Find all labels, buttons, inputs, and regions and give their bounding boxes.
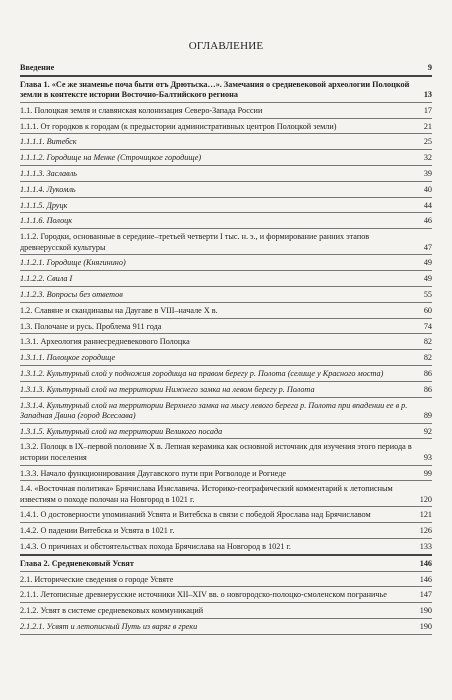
toc-entry-page: 49 xyxy=(423,274,432,284)
toc-entry-title: 1.1.1.4. Лукомль xyxy=(20,184,76,194)
toc-entry[interactable] xyxy=(20,523,432,539)
toc-entry[interactable] xyxy=(20,424,432,440)
toc-entry-title: Глава 2. Средневековый Усвят xyxy=(20,558,134,568)
toc-entry-page: 190 xyxy=(419,621,432,631)
toc-entry-page: 190 xyxy=(419,606,432,616)
toc-entry[interactable] xyxy=(20,481,432,507)
toc-entry[interactable] xyxy=(20,103,432,119)
toc-entry-page: 86 xyxy=(423,384,432,394)
toc-entry-page: 89 xyxy=(423,410,432,420)
toc-entry[interactable] xyxy=(20,166,432,182)
toc-entry-page: 146 xyxy=(419,574,432,584)
toc-entry-page: 13 xyxy=(423,90,432,100)
toc-entry-page: 39 xyxy=(423,169,432,179)
toc-entry[interactable] xyxy=(20,271,432,287)
toc-entry-title: 1.1.2. Городки, основанные в середине–третьей четверти I тыс. н. э., и формирование ранних этапов древнерусской культуры xyxy=(20,232,370,252)
toc-entry-title: 1.3.3. Начало функционирования Даугавского пути при Рогволоде и Рогнеде xyxy=(20,468,287,478)
toc-entry-page: 92 xyxy=(423,426,432,436)
toc-entry-page: 99 xyxy=(423,468,432,478)
toc-entry[interactable] xyxy=(20,319,432,335)
toc-entry[interactable] xyxy=(20,229,432,255)
toc-entry-page: 40 xyxy=(423,184,432,194)
toc-entry[interactable] xyxy=(20,619,432,635)
toc-entry-page: 44 xyxy=(423,200,432,210)
toc-entry-title: 2.1. Исторические сведения о городе Усвяте xyxy=(20,574,174,584)
toc-entry[interactable] xyxy=(20,134,432,150)
toc-entry-title: 1.3.1. Археология раннесредневекового Полоцка xyxy=(20,337,190,347)
toc-entry-title: Глава 1. «Се же знаменье поча быти отъ Дрютьска…». Замечания о средневековой археологии Полоцкой земли в контексте истории Восточно-Балтийского региона xyxy=(20,79,410,100)
toc-entry[interactable] xyxy=(20,77,432,103)
toc-entry-page: 9 xyxy=(427,63,432,72)
toc-entry[interactable] xyxy=(20,150,432,166)
toc-entry-title: 2.1.2.1. Усвят и летописный Путь из варяг в греки xyxy=(20,621,198,631)
toc-entry-title: 1.1.1.6. Полоцк xyxy=(20,216,73,226)
toc-entry[interactable] xyxy=(20,198,432,214)
toc-entry-page: 86 xyxy=(423,368,432,378)
toc-entry-title: 1.3. Полочане и русь. Проблема 911 года xyxy=(20,321,162,331)
toc-entry[interactable] xyxy=(20,350,432,366)
toc-entry-title: 1.1.1.5. Друцк xyxy=(20,200,68,210)
toc-entry[interactable] xyxy=(20,439,432,465)
toc-entry-page: 25 xyxy=(423,137,432,147)
toc-entry-title: 1.4.2. О падении Витебска и Усвята в 1021 г. xyxy=(20,526,175,536)
toc-entry-page: 49 xyxy=(423,258,432,268)
toc-entry-page: 55 xyxy=(423,289,432,299)
toc-entry-page: 46 xyxy=(423,216,432,226)
toc-entry[interactable] xyxy=(20,334,432,350)
toc-entry-page: 146 xyxy=(419,558,432,568)
toc-entry-page: 60 xyxy=(423,305,432,315)
toc-entry-title: 1.3.2. Полоцк в IX–первой половине X в. Лепная керамика как основной источник для изучения этого периода в истории поселения xyxy=(20,442,412,462)
toc-entry-title: 1.3.1.4. Культурный слой на территории Верхнего замка на мысу левого берега р. Полота при впадении ее в р. Западная Двина (город Всеслава) xyxy=(20,400,408,420)
toc-entry-title: 1.3.1.3. Культурный слой на территории Нижнего замка на левом берегу р. Полота xyxy=(20,384,315,394)
toc-entry[interactable] xyxy=(20,398,432,424)
toc-entry[interactable] xyxy=(20,303,432,319)
toc-entry-page: 93 xyxy=(423,452,432,462)
toc-entry-title: 1.3.1.2. Культурный слой у подножия городища на правом берегу р. Полота (селище у Красного моста) xyxy=(20,368,384,378)
toc-entry-title: 1.1.1.1. Витебск xyxy=(20,137,77,147)
toc-entry-title: 1.4. «Восточная политика» Брячислава Изяславича. Историко-географический комментарий к летописным известиям о походе полочан на Новгород в 1021 г. xyxy=(20,484,393,504)
toc-entry-title: 1.1.1.2. Городище на Менке (Строчицкое городище) xyxy=(20,153,202,163)
toc-entry[interactable] xyxy=(20,539,432,556)
toc-entry[interactable] xyxy=(20,603,432,619)
toc-entry[interactable] xyxy=(20,119,432,135)
toc-entry-title: 1.1.2.2. Свила I xyxy=(20,274,73,284)
toc-entry-title: 1.3.1.1. Полоцкое городище xyxy=(20,353,116,363)
toc-entry-title: 1.3.1.5. Культурный слой на территории Великого посада xyxy=(20,426,223,436)
toc-entry-title: 1.1.1. От городков к городам (к предыстории административных центров Полоцкой земли) xyxy=(20,121,337,131)
toc-entry[interactable] xyxy=(20,255,432,271)
toc-entry-title: 2.1.2. Усвят в системе средневековых коммуникаций xyxy=(20,606,204,616)
toc-entry[interactable] xyxy=(20,556,432,572)
toc-entry-page: 121 xyxy=(419,510,432,520)
toc-entry[interactable] xyxy=(20,587,432,603)
toc-entry-title: 1.4.3. О причинах и обстоятельствах похода Брячислава на Новгород в 1021 г. xyxy=(20,542,291,551)
toc-entry-page: 126 xyxy=(419,526,432,536)
toc-entry-page: 82 xyxy=(423,353,432,363)
toc-entry-title: 1.1.1.3. Заславль xyxy=(20,169,78,179)
toc-entry-title: 1.2. Славяне и скандинавы на Даугаве в VIII–начале X в. xyxy=(20,305,218,315)
toc-entry-page: 120 xyxy=(419,494,432,504)
toc-entry-title: 2.1.1. Летописные древнерусские источники XII–XIV вв. о новгородско-полоцко-смоленском пограничье xyxy=(20,590,387,600)
toc-entry-title: Введение xyxy=(20,63,55,72)
toc-entry[interactable] xyxy=(20,182,432,198)
toc-entry-page: 133 xyxy=(419,542,432,551)
toc-entry-page: 147 xyxy=(419,590,432,600)
toc-entry[interactable] xyxy=(20,213,432,229)
toc-entry[interactable] xyxy=(20,366,432,382)
table-of-contents xyxy=(20,60,432,635)
toc-entry[interactable] xyxy=(20,382,432,398)
page-title: ОГЛАВЛЕНИЕ xyxy=(188,40,264,52)
toc-entry-page: 82 xyxy=(423,337,432,347)
toc-entry-page: 32 xyxy=(423,153,432,163)
toc-entry-title: 1.4.1. О достоверности упоминаний Усвята и Витебска в связи с победой Ярослава над Брячиславом xyxy=(20,510,371,520)
toc-entry[interactable] xyxy=(20,507,432,523)
toc-entry[interactable] xyxy=(20,60,432,77)
toc-entry[interactable] xyxy=(20,572,432,588)
toc-entry-page: 17 xyxy=(423,105,432,115)
toc-entry-page: 47 xyxy=(423,242,432,252)
toc-entry-title: 1.1.2.1. Городище (Княгинино) xyxy=(20,258,126,268)
toc-entry[interactable] xyxy=(20,287,432,303)
toc-entry-page: 21 xyxy=(423,121,432,131)
toc-entry-title: 1.1.2.3. Вопросы без ответов xyxy=(20,289,123,299)
toc-entry-page: 74 xyxy=(423,321,432,331)
toc-entry[interactable] xyxy=(20,466,432,482)
toc-entry-title: 1.1. Полоцкая земля и славянская колонизация Северо-Запада России xyxy=(20,105,263,115)
